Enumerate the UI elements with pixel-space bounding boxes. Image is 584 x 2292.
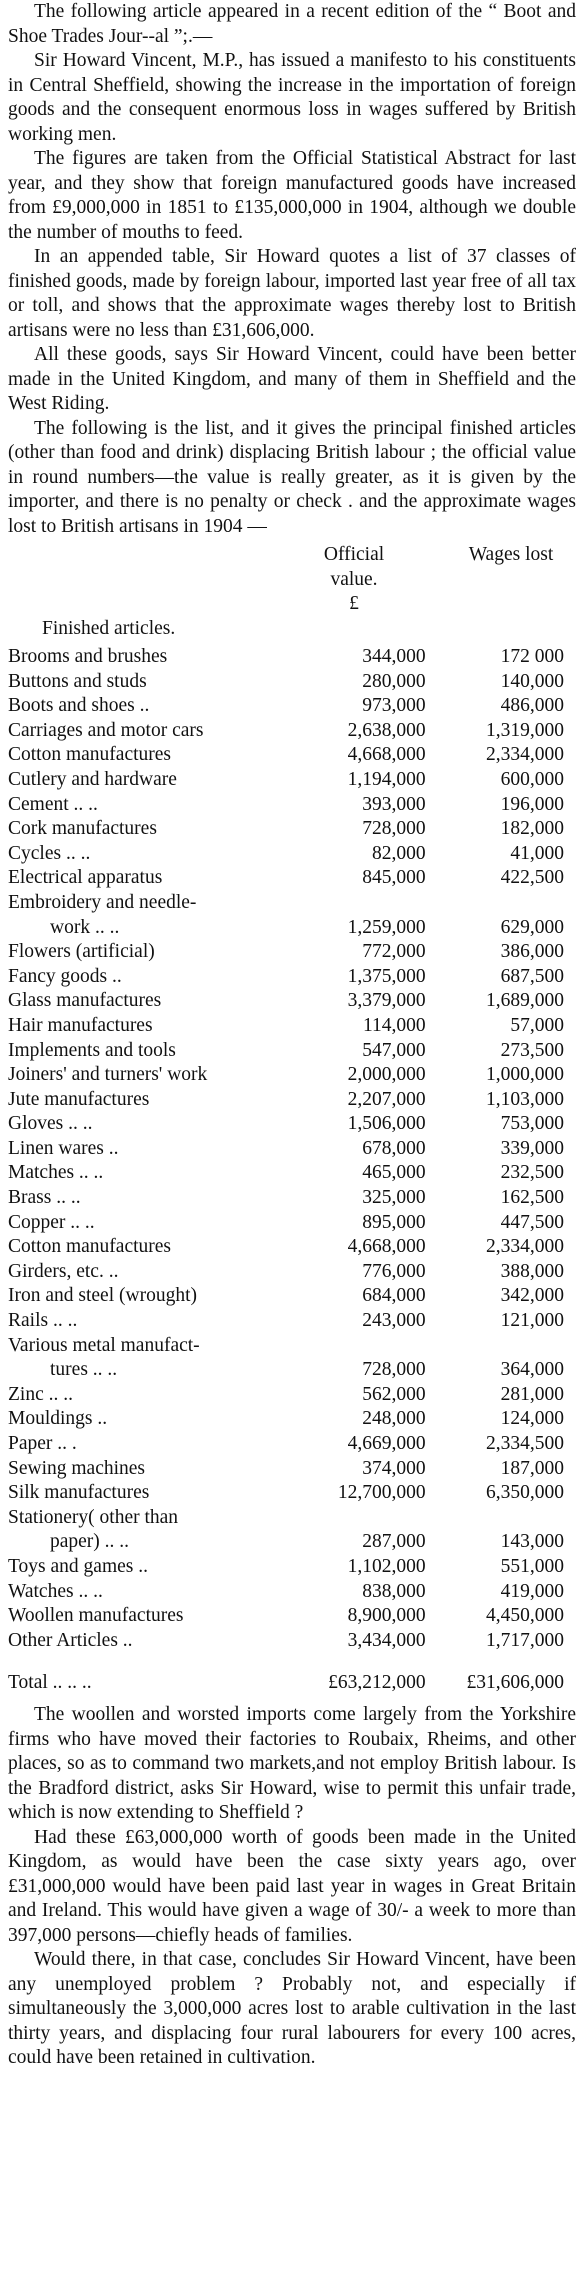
official-value: 838,000 [362, 1580, 426, 1602]
official-value: 280,000 [362, 670, 426, 692]
official-value: 3,434,000 [347, 1629, 426, 1651]
official-value-label: Official value. [323, 544, 385, 590]
article-name: Cork manufactures [8, 818, 157, 840]
official-value: 374,000 [362, 1457, 426, 1479]
official-value: 2,638,000 [347, 719, 426, 741]
article-name: Electrical apparatus [8, 867, 163, 889]
wages-lost: 419,000 [500, 1580, 564, 1602]
total-row [8, 1653, 568, 1695]
official-value: 547,000 [362, 1039, 426, 1061]
table-row [8, 1039, 568, 1064]
official-value: 4,669,000 [347, 1433, 426, 1454]
table-row [8, 1014, 568, 1039]
article-name: Brass .. .. [8, 1187, 81, 1209]
article-name: Watches .. .. [8, 1580, 103, 1602]
article-name: Iron and steel (wrought) [8, 1285, 197, 1307]
finished-articles-header: Finished articles. [42, 618, 176, 639]
wages-lost: 124,000 [500, 1408, 564, 1430]
wages-lost: 273,500 [500, 1039, 564, 1061]
table-row [8, 1112, 568, 1137]
table-row [8, 842, 568, 867]
table-row [8, 1383, 568, 1408]
article-name: Girders, etc. .. [8, 1260, 119, 1282]
wages-lost [426, 891, 568, 916]
wages-lost: 172 000 [500, 646, 564, 667]
article-name: Implements and tools [8, 1039, 176, 1061]
official-value [318, 891, 425, 916]
article-name: paper) .. .. [50, 1531, 130, 1553]
table-row [8, 989, 568, 1014]
table-row [8, 768, 568, 793]
table-row [8, 1284, 568, 1309]
wages-lost: 232,500 [500, 1162, 564, 1184]
outro-section [8, 1703, 576, 2071]
article-name: Cement .. .. [8, 793, 98, 815]
wages-lost: 121,000 [500, 1310, 564, 1332]
article-name: Mouldings .. [8, 1408, 108, 1430]
outro-paragraph: The woollen and worsted imports come largely from the Yorkshire firms who have moved their factories to Roubaix, Rheims, and other places, so as to command two markets,and not employ British labour. Is the Bradford district, asks Sir Howard, wise to permit this unfair trade, which is now extending to Sheffield ? [8, 1704, 576, 1824]
table-row [8, 965, 568, 990]
table-row [8, 670, 568, 695]
table-row [8, 719, 568, 744]
table-row [8, 1358, 568, 1383]
table-row [8, 1506, 568, 1531]
wages-lost-header: Wages lost [468, 544, 554, 565]
wages-lost: 1,319,000 [486, 719, 564, 741]
official-value: 1,506,000 [347, 1113, 426, 1135]
official-value: 678,000 [362, 1137, 426, 1159]
official-value: 728,000 [362, 1359, 426, 1381]
official-value: 684,000 [362, 1285, 426, 1307]
wages-lost: 57,000 [510, 1014, 564, 1036]
official-value-header [304, 543, 404, 617]
official-value: 4,668,000 [347, 744, 426, 766]
official-value: 2,000,000 [347, 1064, 426, 1086]
official-value: 1,194,000 [347, 768, 426, 790]
table-row [8, 1063, 568, 1088]
official-value: 287,000 [362, 1531, 426, 1553]
table-row [8, 1186, 568, 1211]
table-row [8, 1457, 568, 1482]
wages-lost: 687,500 [500, 965, 564, 987]
wages-lost: 447,500 [500, 1211, 564, 1233]
official-value: 344,000 [362, 646, 426, 667]
wages-lost: 2,334,000 [486, 744, 564, 766]
official-value: 3,379,000 [347, 990, 426, 1012]
intro-paragraph: The figures are taken from the Official Statistical Abstract for last year, and they show that foreign manufactured goods have increased from £9,000,000 in 1851 to £135,000,000 in 1904, although we double the number of mouths to feed. [8, 148, 576, 243]
table-row [8, 940, 568, 965]
table-row [8, 743, 568, 768]
article-name: Flowers (artificial) [8, 941, 155, 963]
official-value: 393,000 [362, 793, 426, 815]
table-row [8, 1555, 568, 1580]
wages-lost [426, 1334, 568, 1359]
table-row [8, 1235, 568, 1260]
wages-lost: 600,000 [500, 768, 564, 790]
table-row [8, 866, 568, 891]
wages-lost: 364,000 [500, 1359, 564, 1381]
intro-paragraph: All these goods, says Sir Howard Vincent, could have been better made in the United Kingdom, and many of them in Sheffield and the West Riding. [8, 344, 576, 414]
article [8, 0, 576, 2071]
article-name: Buttons and studs [8, 670, 147, 692]
outro-paragraph: Had these £63,000,000 worth of goods been made in the United Kingdom, as would have been the case sixty years ago, over £31,000,000 would have been paid last year in wages in Great Britain and Ireland. This would have given a wage of 30/- a week to more than 397,000 persons—chiefly heads of families. [8, 1826, 576, 1946]
table-row [8, 916, 568, 941]
table-row [8, 1432, 568, 1457]
article-name: Toys and games .. [8, 1555, 148, 1577]
table-row [8, 1407, 568, 1432]
outro-paragraph: Would there, in that case, concludes Sir Howard Vincent, have been any unemployed problem ? Probably not, and especially if simultaneously the 3,000,000 acres lost to arable cultivation in the last thirty years, and displacing four rural labourers for every 100 acres, could have been retained in cultivation. [8, 1949, 576, 2069]
article-name: Other Articles .. [8, 1629, 133, 1651]
table-row [8, 1211, 568, 1236]
intro-paragraph: The following is the list, and it gives the principal finished articles (other than food and drink) displacing British labour ; the official value in round numbers—the value is really greater, as it is given by the importer, and there is no penalty or check . and the approximate wages lost to British artisans in 1904 — [8, 417, 576, 537]
article-name: Carriages and motor cars [8, 719, 204, 741]
official-value: 465,000 [362, 1162, 426, 1184]
official-value: 845,000 [362, 867, 426, 889]
wages-lost: 2,334,000 [486, 1236, 564, 1258]
table-row [8, 1137, 568, 1162]
table-row [8, 1530, 568, 1555]
wages-lost: 143,000 [500, 1531, 564, 1553]
article-name: Cotton manufactures [8, 744, 171, 766]
wages-lost: 1,689,000 [486, 990, 564, 1012]
wages-lost: 162,500 [500, 1187, 564, 1209]
wages-lost: 1,000,000 [486, 1064, 564, 1086]
official-value: 895,000 [362, 1211, 426, 1233]
article-name: Fancy goods .. [8, 965, 122, 987]
table-header [8, 541, 576, 645]
article-name: Embroidery and needle- [8, 891, 197, 913]
article-name: Stationery( other than [8, 1506, 179, 1528]
official-value: 728,000 [362, 818, 426, 840]
official-value: 2,207,000 [347, 1088, 426, 1110]
table-row [8, 1580, 568, 1605]
wages-lost: 41,000 [510, 842, 564, 864]
wages-lost: 551,000 [500, 1555, 564, 1577]
wages-lost: 629,000 [500, 916, 564, 938]
table-row [8, 1629, 568, 1654]
wages-lost: 6,350,000 [486, 1482, 564, 1504]
article-name: Cotton manufactures [8, 1236, 171, 1258]
article-name: Cycles .. .. [8, 842, 91, 864]
article-name: Matches .. .. [8, 1162, 104, 1184]
official-value: 12,700,000 [337, 1482, 426, 1504]
article-name: Boots and shoes .. [8, 695, 150, 717]
official-value: 1,375,000 [347, 965, 426, 987]
wages-lost: 140,000 [500, 670, 564, 692]
official-value: 772,000 [362, 941, 426, 963]
article-name: Woollen manufactures [8, 1605, 184, 1627]
official-value: 82,000 [371, 842, 426, 864]
official-value: 776,000 [362, 1260, 426, 1282]
official-value: 8,900,000 [347, 1605, 426, 1627]
article-name: Linen wares .. [8, 1137, 119, 1159]
wages-lost: 2,334,500 [486, 1433, 564, 1454]
official-value: 243,000 [362, 1310, 426, 1332]
total-label: Total .. .. .. [8, 1671, 92, 1693]
wages-lost: 339,000 [500, 1137, 564, 1159]
table-row [8, 1481, 568, 1506]
wages-lost: 196,000 [500, 793, 564, 815]
official-value: 562,000 [362, 1383, 426, 1405]
official-value: 325,000 [362, 1187, 426, 1209]
article-name: tures .. .. [50, 1359, 118, 1381]
imports-table [8, 645, 568, 1695]
table-row [8, 1161, 568, 1186]
article-name: Brooms and brushes [8, 646, 168, 667]
article-name: Gloves .. .. [8, 1113, 93, 1135]
table-row [8, 793, 568, 818]
wages-lost [426, 1506, 568, 1531]
official-value [318, 1334, 425, 1359]
article-name: Zinc .. .. [8, 1383, 73, 1405]
table-row [8, 817, 568, 842]
total-official-value: £63,212,000 [328, 1671, 426, 1693]
table-row [8, 694, 568, 719]
article-name: Rails .. .. [8, 1310, 78, 1332]
wages-lost: 388,000 [500, 1260, 564, 1282]
official-value: 1,102,000 [347, 1555, 426, 1577]
article-name: work .. .. [50, 916, 120, 938]
table-row [8, 891, 568, 916]
official-value-unit: £ [349, 593, 359, 614]
wages-lost: 753,000 [500, 1113, 564, 1135]
table-row [8, 1260, 568, 1285]
article-name: Copper .. .. [8, 1211, 95, 1233]
article-name: Glass manufactures [8, 990, 162, 1012]
article-name: Silk manufactures [8, 1482, 150, 1504]
article-name: Various metal manufact- [8, 1334, 200, 1356]
wages-lost: 281,000 [500, 1383, 564, 1405]
article-name: Paper .. . [8, 1433, 77, 1454]
wages-lost: 1,717,000 [486, 1629, 564, 1651]
official-value: 248,000 [362, 1408, 426, 1430]
official-value: 114,000 [362, 1014, 426, 1036]
intro-paragraph: Sir Howard Vincent, M.P., has issued a manifesto to his constituents in Central Sheffield, showing the increase in the importation of foreign goods and the consequent enormous loss in wages suffered by British working men. [8, 50, 576, 145]
wages-lost: 187,000 [500, 1457, 564, 1479]
intro-section [8, 0, 576, 539]
wages-lost: 386,000 [500, 941, 564, 963]
article-name: Sewing machines [8, 1457, 146, 1479]
total-wages-lost: £31,606,000 [466, 1671, 564, 1693]
official-value: 4,668,000 [347, 1236, 426, 1258]
article-name: Cutlery and hardware [8, 768, 177, 790]
table-row [8, 1604, 568, 1629]
wages-lost: 182,000 [500, 818, 564, 840]
article-name: Joiners' and turners' work [8, 1064, 208, 1086]
article-name: Hair manufactures [8, 1014, 153, 1036]
table-row [8, 645, 568, 670]
intro-paragraph: In an appended table, Sir Howard quotes a list of 37 classes of finished goods, made by foreign labour, imported last year free of all tax or toll, and shows that the approximate wages thereby lost to British artisans were no less than £31,606,000. [8, 246, 576, 341]
official-value [318, 1506, 425, 1531]
table-row [8, 1088, 568, 1113]
wages-lost: 422,500 [500, 867, 564, 889]
official-value: 973,000 [362, 695, 426, 717]
article-name: Jute manufactures [8, 1088, 150, 1110]
official-value: 1,259,000 [347, 916, 426, 938]
wages-lost: 342,000 [500, 1285, 564, 1307]
wages-lost: 4,450,000 [486, 1605, 564, 1627]
wages-lost: 1,103,000 [486, 1088, 564, 1110]
intro-paragraph: The following article appeared in a recent edition of the “ Boot and Shoe Trades Jour--al ”;.— [8, 1, 576, 47]
table-row [8, 1309, 568, 1334]
table-row [8, 1334, 568, 1359]
wages-lost: 486,000 [500, 695, 564, 717]
